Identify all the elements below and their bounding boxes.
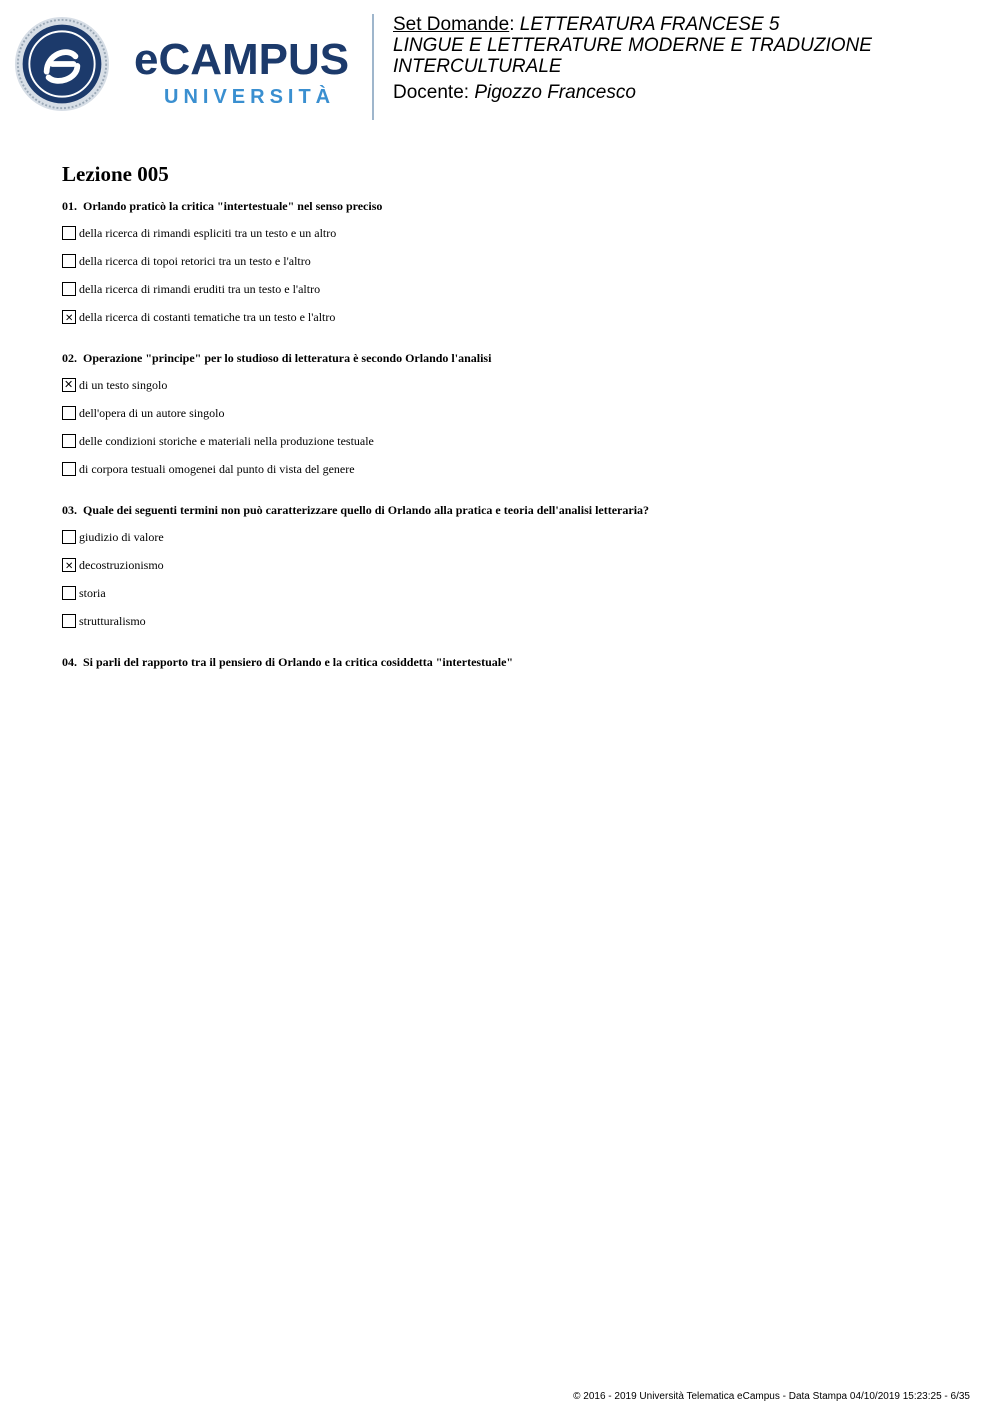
header-info bbox=[393, 14, 973, 103]
answer-text: di corpora testuali omogenei dal punto di vista del genere bbox=[79, 461, 355, 476]
question-text bbox=[62, 198, 962, 214]
answer-text: storia bbox=[79, 585, 106, 600]
answer-text: della ricerca di topoi retorici tra un testo e l'altro bbox=[79, 253, 311, 268]
checkbox-checked[interactable] bbox=[62, 558, 76, 572]
docente-row bbox=[393, 82, 973, 103]
answer-option bbox=[62, 404, 962, 422]
answer-option bbox=[62, 528, 962, 546]
docente-name: Pigozzo Francesco bbox=[474, 82, 636, 103]
set-separator: : bbox=[509, 14, 520, 35]
checkbox[interactable] bbox=[62, 462, 76, 476]
docente-label: Docente: bbox=[393, 82, 475, 103]
answer-option bbox=[62, 432, 962, 450]
checkbox[interactable] bbox=[62, 254, 76, 268]
question-text bbox=[62, 502, 962, 518]
answer-option bbox=[62, 376, 962, 394]
answer-text: della ricerca di rimandi espliciti tra un testo e un altro bbox=[79, 225, 337, 240]
question-03 bbox=[62, 502, 962, 630]
course-row bbox=[393, 14, 973, 35]
answer-option bbox=[62, 612, 962, 630]
header-divider bbox=[372, 14, 374, 120]
page-header bbox=[0, 0, 1000, 130]
lesson-content bbox=[62, 160, 962, 694]
question-prompt: Orlando praticò la critica "intertestuale" nel senso preciso bbox=[83, 199, 383, 213]
question-text bbox=[62, 654, 962, 670]
checkbox[interactable] bbox=[62, 586, 76, 600]
answer-text: dell'opera di un autore singolo bbox=[79, 405, 225, 420]
question-number: 03. bbox=[62, 503, 77, 517]
question-text bbox=[62, 350, 962, 366]
checkbox[interactable] bbox=[62, 530, 76, 544]
answer-option bbox=[62, 308, 962, 326]
program-name: LINGUE E LETTERATURE MODERNE E TRADUZIONE INTERCULTURALE bbox=[393, 35, 872, 77]
answer-text: decostruzionismo bbox=[79, 557, 164, 572]
checkbox[interactable] bbox=[62, 282, 76, 296]
checkbox[interactable] bbox=[62, 614, 76, 628]
question-01 bbox=[62, 198, 962, 326]
question-02 bbox=[62, 350, 962, 478]
brand-subtitle: UNIVERSITÀ bbox=[164, 86, 336, 108]
question-number: 02. bbox=[62, 351, 77, 365]
ecampus-seal-logo bbox=[14, 16, 110, 112]
answer-option bbox=[62, 252, 962, 270]
checkbox[interactable] bbox=[62, 226, 76, 240]
answer-text: strutturalismo bbox=[79, 613, 146, 628]
question-prompt: Si parli del rapporto tra il pensiero di Orlando e la critica cosiddetta "intertestuale" bbox=[83, 655, 514, 669]
checkbox-checked[interactable] bbox=[62, 378, 76, 392]
answer-option bbox=[62, 556, 962, 574]
question-04 bbox=[62, 654, 962, 670]
course-name: LETTERATURA FRANCESE 5 bbox=[519, 14, 780, 35]
checkbox-checked[interactable] bbox=[62, 310, 76, 324]
lesson-title: Lezione 005 bbox=[62, 162, 169, 186]
brand-name: eCAMPUS bbox=[134, 35, 350, 84]
checkbox[interactable] bbox=[62, 434, 76, 448]
set-domande-label: Set Domande bbox=[393, 14, 510, 35]
answer-text: delle condizioni storiche e materiali nella produzione testuale bbox=[79, 433, 374, 448]
answer-text: della ricerca di rimandi eruditi tra un testo e l'altro bbox=[79, 281, 321, 296]
answer-text: giudizio di valore bbox=[79, 529, 164, 544]
question-number: 01. bbox=[62, 199, 77, 213]
answer-text: di un testo singolo bbox=[79, 377, 168, 392]
answer-option bbox=[62, 280, 962, 298]
question-number: 04. bbox=[62, 655, 77, 669]
answer-text: della ricerca di costanti tematiche tra un testo e l'altro bbox=[79, 309, 336, 324]
question-prompt: Operazione "principe" per lo studioso di letteratura è secondo Orlando l'analisi bbox=[83, 351, 492, 365]
question-prompt: Quale dei seguenti termini non può caratterizzare quello di Orlando alla pratica e teoria dell'analisi letteraria? bbox=[83, 503, 650, 517]
ecampus-wordmark bbox=[134, 35, 350, 109]
answer-option bbox=[62, 584, 962, 602]
checkbox[interactable] bbox=[62, 406, 76, 420]
answer-option bbox=[62, 224, 962, 242]
page-footer: © 2016 - 2019 Università Telematica eCampus - Data Stampa 04/10/2019 15:23:25 - 6/35 bbox=[573, 1391, 970, 1402]
answer-option bbox=[62, 460, 962, 478]
